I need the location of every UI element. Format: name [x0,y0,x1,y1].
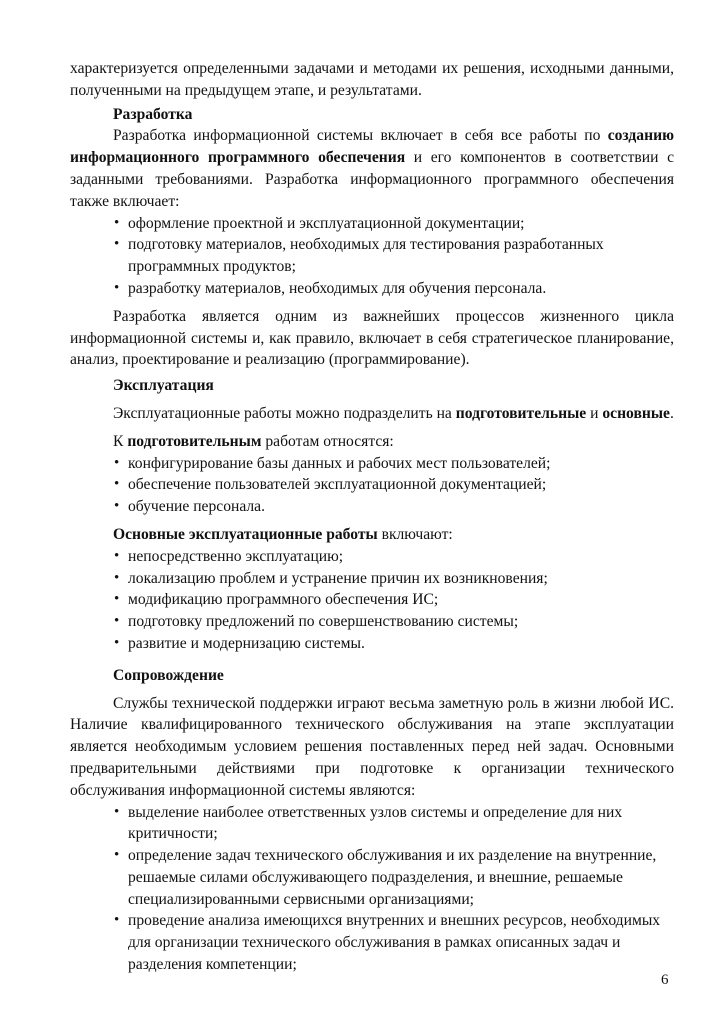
development-paragraph-2: Разработка является одним из важнейших процессов жизненного цикла информационной системы и, как правило, включает в себя стратегическое планирование, анализ, проектирование и реализацию (программирование). [70,307,674,369]
main-operations-list [70,546,674,655]
main-operations-intro [70,524,674,546]
heading-operation: Эксплуатация [113,377,214,395]
development-list [70,213,674,300]
list-item: • развитие и модернизацию системы. [70,633,674,655]
list-item: • непосредственно эксплуатацию; [70,546,674,568]
text-run: работам относятся: [261,432,394,450]
bold-run: подготовительные [455,404,587,422]
bold-run: созданию информационного программного обеспечения [70,127,674,167]
preparatory-intro [70,431,674,453]
preparatory-list [70,453,674,518]
support-paragraph: Службы технической поддержки играют весьма заметную роль в жизни любой ИС. Наличие квалифицированного технического обслуживания на этапе эксплуатации является необходимым условием решения поставленных перед ней задач. Основными предварительными действиями при подготовке к организации технического обслуживания информационной системы являются: [70,694,674,799]
support-list [70,802,674,976]
operation-paragraph-1 [70,403,674,425]
bold-run: основные [602,404,670,422]
bold-run: Основные эксплуатационные работы [113,525,378,543]
list-item: • локализацию проблем и устранение причин их возникновения; [70,568,674,590]
list-item: • обучение персонала. [70,496,674,518]
page-number: 6 [661,972,669,988]
text-run: Разработка информационной системы включает в себя все работы по [113,127,608,145]
text-run: Эксплуатационные работы можно подразделить на [113,404,456,422]
list-item: • подготовку предложений по совершенствованию системы; [70,611,674,633]
list-item: • выделение наиболее ответственных узлов системы и определение для них критичности; [70,802,674,846]
list-item: • проведение анализа имеющихся внутренних и внешних ресурсов, необходимых для организации технического обслуживания в рамках описанных задач и разделения компетенции; [70,910,674,975]
heading-support: Сопровождение [113,666,224,684]
intro-paragraph: характеризуется определенными задачами и методами их решения, исходными данными, полученными на предыдущем этапе, и результатами. [70,60,674,99]
list-item: • конфигурирование базы данных и рабочих мест пользователей; [70,453,674,475]
list-item: • оформление проектной и эксплуатационной документации; [70,213,674,235]
text-run: К [113,432,128,450]
list-item: • разработку материалов, необходимых для обучения персонала. [70,278,674,300]
text-run: включают: [377,525,453,543]
document-page [70,58,674,976]
list-item: • подготовку материалов, необходимых для тестирования разработанных программных продуктов; [70,234,674,278]
list-item: • определение задач технического обслуживания и их разделение на внутренние, решаемые силами обслуживающего подразделения, и внешние, решаемые специализированными сервисными организациями; [70,845,674,910]
text-run: и [586,404,603,422]
heading-development: Разработка [113,105,193,123]
bold-run: подготовительным [127,432,262,450]
list-item: • обеспечение пользователей эксплуатационной документацией; [70,474,674,496]
list-item: • модификацию программного обеспечения ИС; [70,589,674,611]
development-paragraph-1 [70,125,674,212]
text-run: . [669,404,674,422]
text-run: и его компонентов в соответствии с заданными требованиями. Разработка информационного программного обеспечения также включает: [70,149,675,210]
